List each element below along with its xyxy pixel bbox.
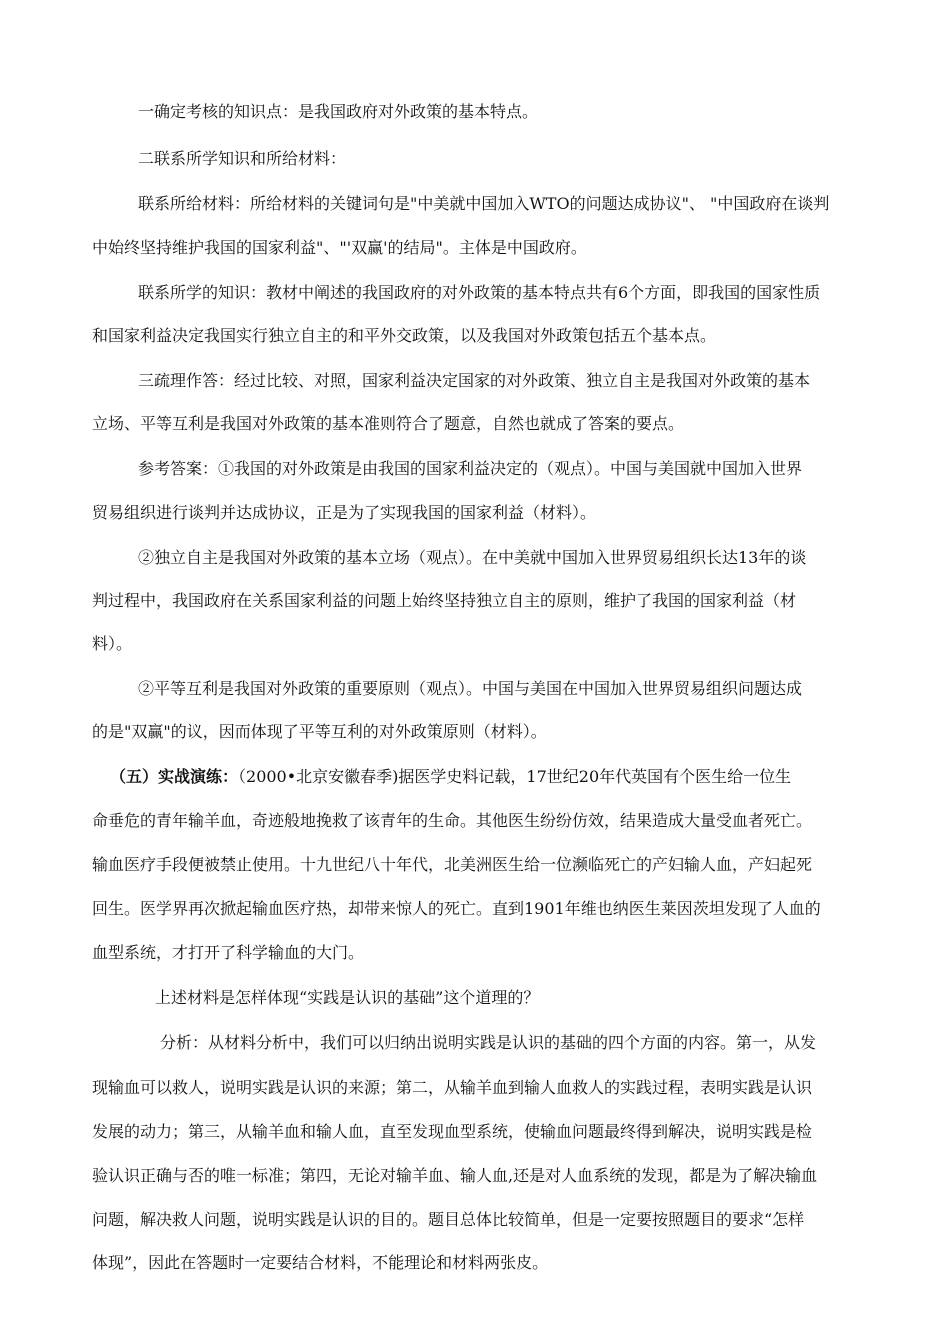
analysis-line-5: 问题，解决救人问题，说明实践是认识的目的。题目总体比较简单，但是一定要按照题目的要求“怎样: [92, 1210, 805, 1229]
paragraph-link-knowledge: 二联系所学知识和所给材料：: [138, 149, 347, 168]
paragraph-learned-line-2: 和国家利益决定我国实行独立自主的和平外交政策，以及我国对外政策包括五个基本点。: [92, 326, 717, 345]
practice-line-1: [110, 766, 791, 788]
analysis-line-2: 现输血可以救人，说明实践是认识的来源；第二，从输羊血到输人血救人的实践过程，表明实践是认识: [92, 1078, 813, 1097]
paragraph-reference-line-1: 参考答案：①我国的对外政策是由我国的国家利益决定的（观点）。中国与美国就中国加入世界: [138, 459, 803, 478]
question-text: 上述材料是怎样体现“实践是认识的基础”这个道理的？: [155, 988, 540, 1007]
practice-heading: （五）实战演练：: [110, 767, 239, 786]
analysis-line-4: 验认识正确与否的唯一标准；第四，无论对输羊血、输人血,还是对人血系统的发现，都是为了解决输血: [92, 1166, 818, 1185]
paragraph-learned-line-1: 联系所学的知识：教材中阐述的我国政府的对外政策的基本特点共有6个方面，即我国的国家性质: [138, 283, 821, 302]
practice-line-2: 命垂危的青年输羊血，奇迹般地挽救了该青年的生命。其他医生纷纷仿效，结果造成大量受血者死亡。: [92, 811, 813, 830]
analysis-line-3: 发展的动力；第三，从输羊血和输人血，直至发现血型系统，使输血问题最终得到解决，说明实践是检: [92, 1122, 813, 1141]
paragraph-material-line-1: 联系所给材料：所给材料的关键词句是"中美就中国加入WTO的问题达成协议"、 "中国政府在谈判: [138, 194, 830, 213]
paragraph-equality-line-1: ②平等互利是我国对外政策的重要原则（观点）。中国与美国在中国加入世界贸易组织问题达成: [138, 679, 803, 698]
paragraph-reference-line-2: 贸易组织进行谈判并达成协议，正是为了实现我国的国家利益（材料）。: [92, 503, 597, 522]
paragraph-answer-steps-line-2: 立场、平等互利是我国对外政策的基本准则符合了题意，自然也就成了答案的要点。: [92, 414, 685, 433]
practice-line-1-text: （2000•北京安徽春季)据医学史料记载，17世纪20年代英国有个医生给一位生: [238, 767, 792, 786]
paragraph-material-line-2: 中始终坚持维护我国的国家利益"、"'双赢'的结局"。主体是中国政府。: [92, 238, 587, 257]
paragraph-independence-line-1: ②独立自主是我国对外政策的基本立场（观点）。在中美就中国加入世界贸易组织长达13年的谈: [138, 548, 807, 567]
paragraph-equality-line-2: 的是"双赢"的议，因而体现了平等互利的对外政策原则（材料）。: [92, 722, 547, 741]
practice-line-4: 回生。医学界再次掀起输血医疗热，却带来惊人的死亡。直到1901年维也纳医生莱因茨坦发现了人血的: [92, 899, 821, 918]
analysis-line-1: 分析：从材料分析中，我们可以归纳出说明实践是认识的基础的四个方面的内容。第一，从发: [160, 1033, 817, 1052]
analysis-line-6: 体现”，因此在答题时一定要结合材料，不能理论和材料两张皮。: [92, 1253, 549, 1272]
paragraph-independence-line-3: 料）。: [92, 634, 133, 653]
paragraph-independence-line-2: 判过程中，我国政府在关系国家利益的问题上始终坚持独立自主的原则，维护了我国的国家利益（材: [92, 591, 797, 610]
paragraph-answer-steps-line-1: 三疏理作答：经过比较、对照，国家利益决定国家的对外政策、独立自主是我国对外政策的基本: [138, 371, 811, 390]
practice-line-3: 输血医疗手段便被禁止使用。十九世纪八十年代，北美洲医生给一位濒临死亡的产妇输人血，产妇起死: [92, 855, 813, 874]
practice-line-5: 血型系统，才打开了科学输血的大门。: [92, 943, 365, 962]
paragraph-knowledge-point: 一确定考核的知识点：是我国政府对外政策的基本特点。: [138, 102, 539, 121]
